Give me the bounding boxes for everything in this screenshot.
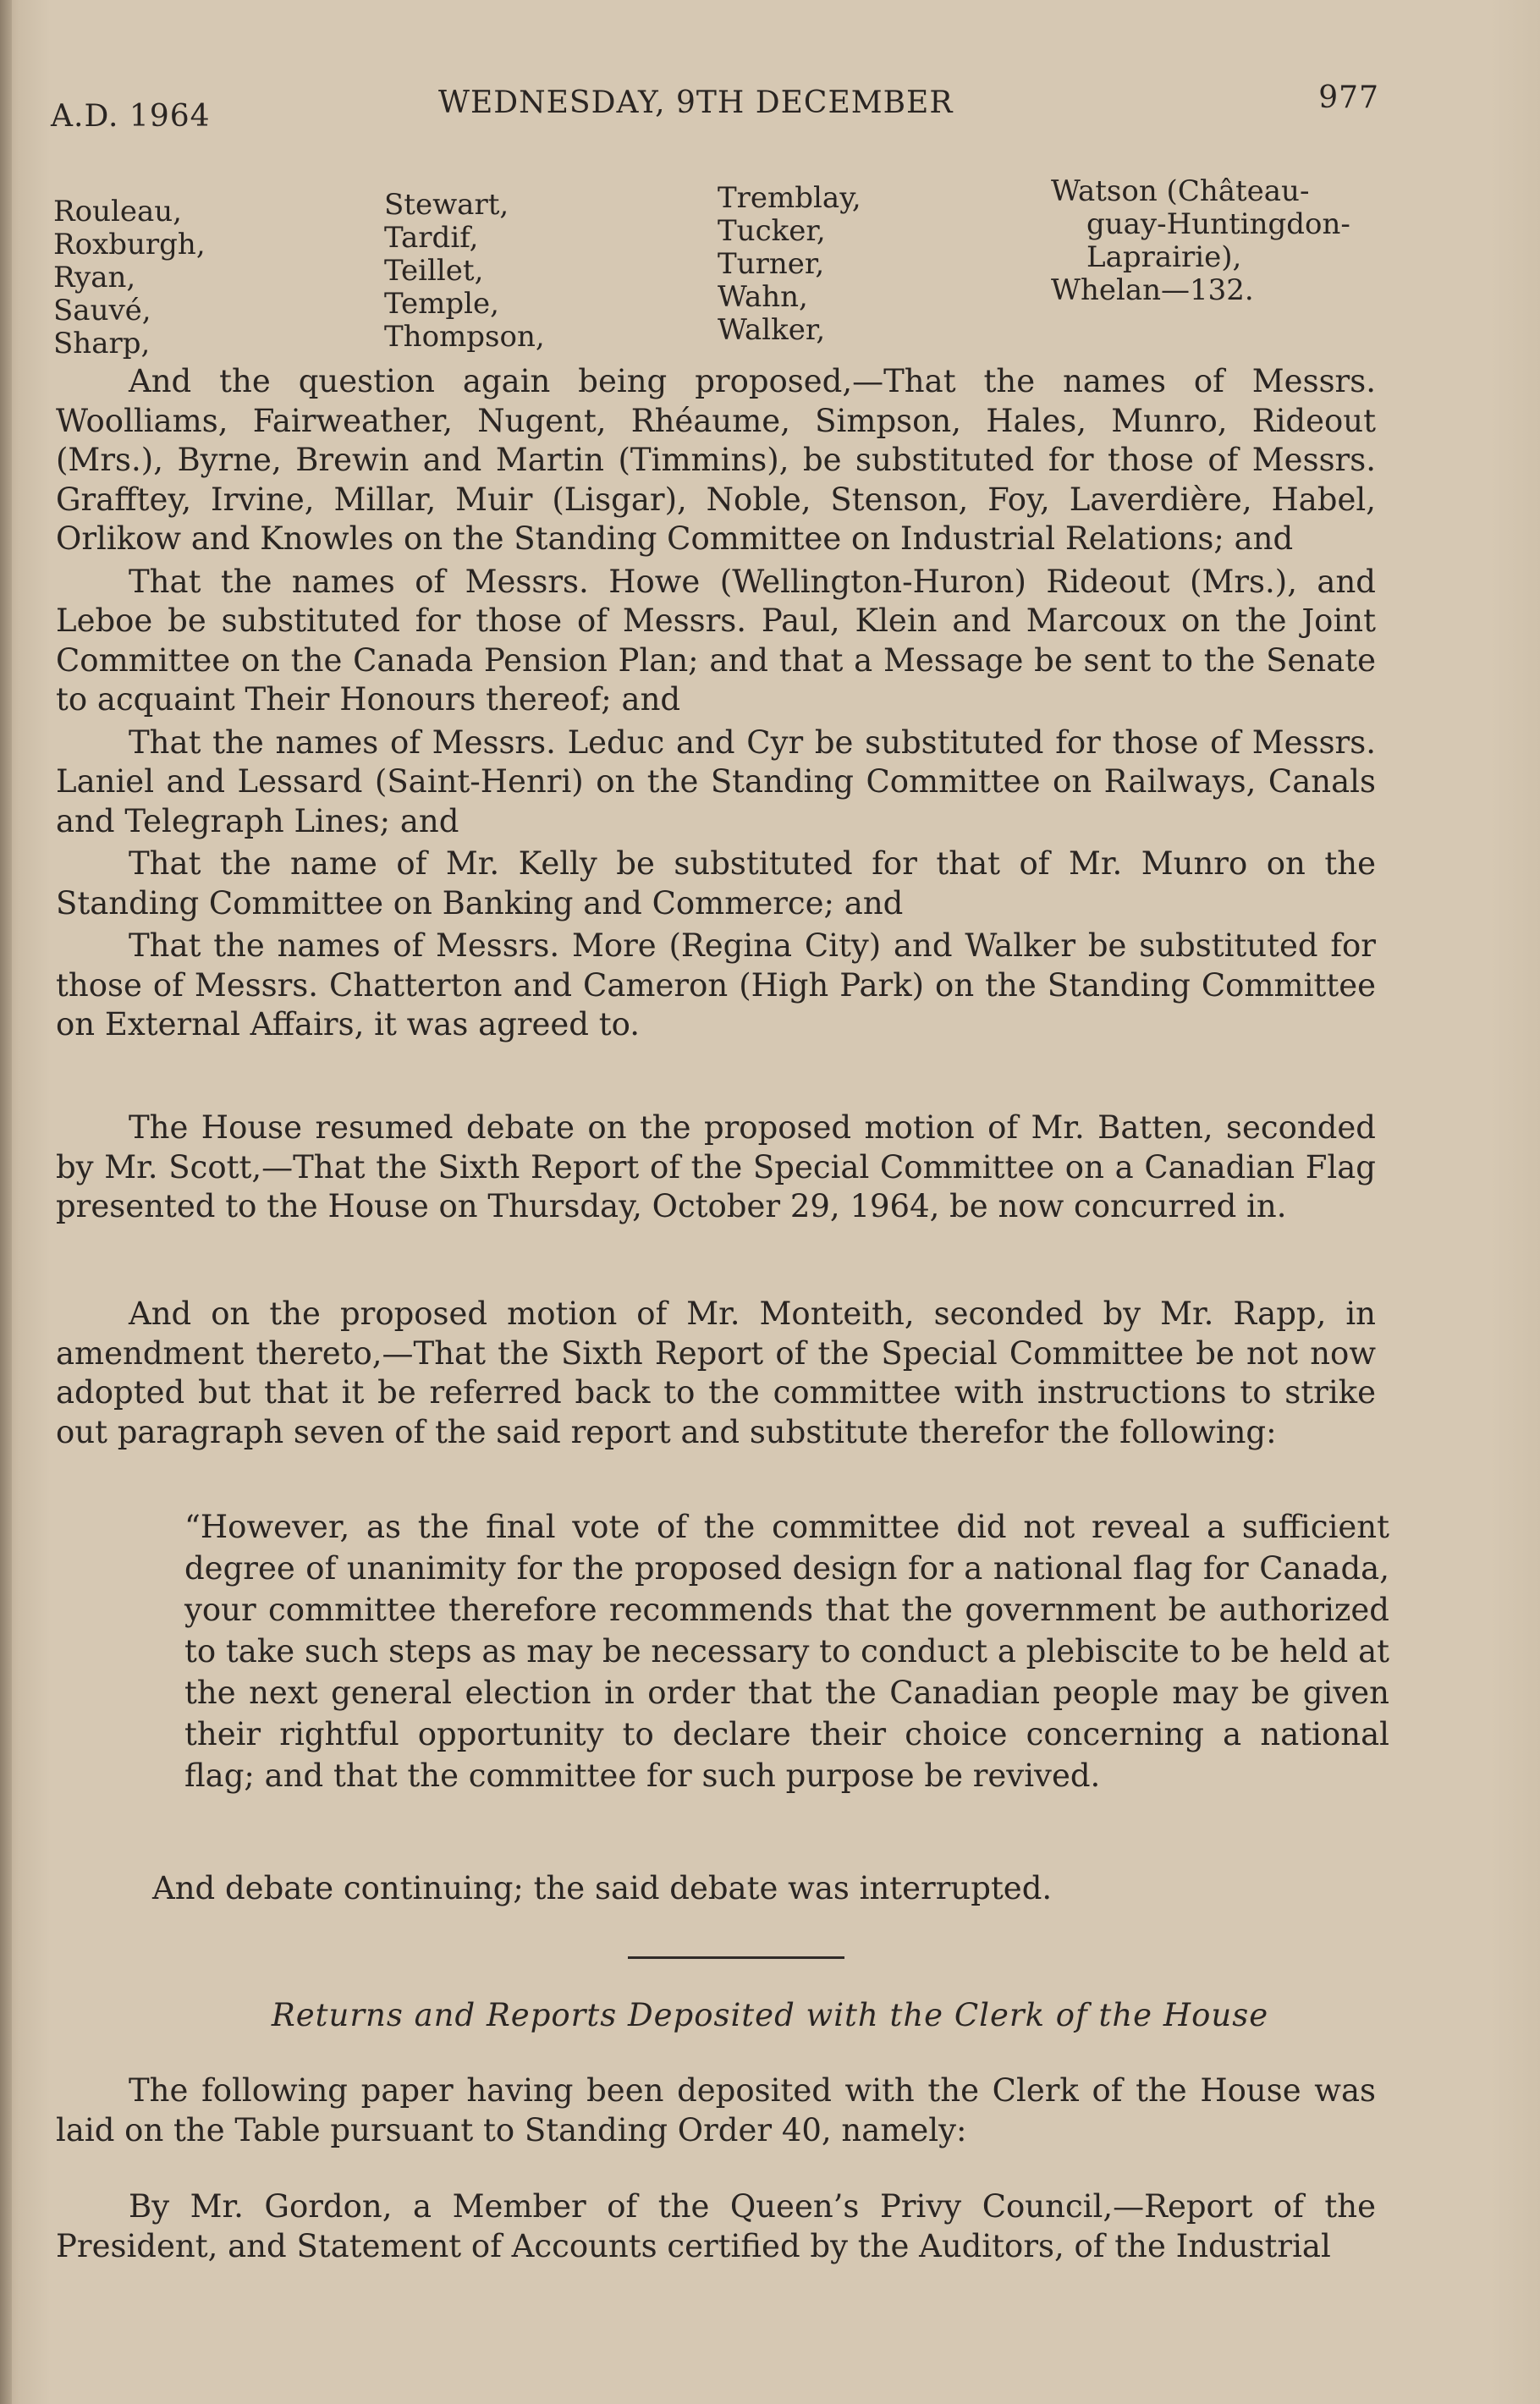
member-name: Walker, [718, 313, 826, 347]
member-name: Roxburgh, [53, 228, 206, 261]
member-name: Tremblay, [718, 181, 861, 215]
amendment-motion [56, 1295, 1376, 1452]
paragraph: That the names of Messrs. Howe (Wellington-Huron) Rideout (Mrs.), and Leboe be substituted for those of Messrs. Paul, Klein and Marcoux on the Joint Committee on the Canada Pension Plan; and that a Message be sent to the Senate to acquaint Their Honours thereof; and [56, 563, 1376, 718]
amendment-quote: “However, as the final vote of the committee did not reveal a sufficient degree of unanimity for the proposed design for a national flag for Canada, your committee therefore recommends that the government be authorized to take such steps as may be necessary to conduct a plebiscite to be held at the next general election in order that the Canadian people may be given their rightful opportunity to declare their choice concerning a national flag; and that the committee for such purpose be revived. [184, 1509, 1389, 1794]
paper-deposited [56, 2071, 1376, 2150]
member-name: Stewart, [384, 188, 509, 222]
debate-interrupted: And debate continuing; the said debate was interrupted. [152, 1870, 1053, 1906]
member-name: Watson (Château- [1051, 174, 1310, 208]
header-date: WEDNESDAY, 9TH DECEMBER [438, 85, 954, 120]
page-header [51, 80, 1379, 134]
member-name: Wahn, [718, 280, 808, 314]
committee-substitutions [56, 362, 1376, 1045]
member-name: Thompson, [384, 320, 545, 354]
member-name: Whelan—132. [1051, 273, 1254, 307]
names-column-3 [718, 182, 861, 347]
member-name: Tardif, [384, 221, 479, 255]
member-name: Temple, [384, 287, 499, 321]
member-name: Teillet, [384, 254, 484, 288]
names-column-4 [1051, 175, 1350, 307]
paragraph: The following paper having been deposited with the Clerk of the House was laid on the Table pursuant to Standing Order 40, namely: [56, 2072, 1376, 2148]
member-name: Tucker, [718, 214, 826, 248]
member-name: Laprairie), [1086, 240, 1242, 274]
names-column-1 [53, 195, 206, 360]
paragraph: That the names of Messrs. Leduc and Cyr be substituted for those of Messrs. Laniel and Lessard (Saint-Henri) on the Standing Committee on Railways, Canals and Telegraph Lines; and [56, 723, 1376, 839]
paragraph: And the question again being proposed,—That the names of Messrs. Woolliams, Fairweather, Nugent, Rhéaume, Simpson, Hales, Munro, Rideout (Mrs.), Byrne, Brewin and Martin (Timmins), be substituted for those of Messrs. Grafftey, Irvine, Millar, Muir (Lisgar), Noble, Stenson, Foy, Laverdière, Habel, Orlikow and Knowles on the Standing Committee on Industrial Relations; and [56, 363, 1376, 557]
paragraph: That the name of Mr. Kelly be substituted for that of Mr. Munro on the Standing Committee on Banking and Commerce; and [56, 845, 1376, 921]
section-divider [628, 1956, 844, 1959]
member-name: Turner, [718, 247, 825, 281]
names-column-2 [384, 189, 545, 354]
division-names-list [51, 174, 1371, 360]
paragraph: The House resumed debate on the proposed motion of Mr. Batten, seconded by Mr. Scott,—That the Sixth Report of the Special Committee on a Canadian Flag presented to the House on Thursday, October 29, 1964, be now concurred in. [56, 1109, 1376, 1224]
member-name: Sauvé, [53, 294, 151, 327]
paragraph: By Mr. Gordon, a Member of the Queen’s Privy Council,—Report of the President, and Statement of Accounts certified by the Auditors, of the Industrial [56, 2188, 1376, 2264]
member-name: Rouleau, [53, 195, 182, 228]
member-name: guay-Huntingdon- [1086, 207, 1350, 241]
member-name: Ryan, [53, 261, 136, 294]
header-year: A.D. 1964 [51, 99, 211, 134]
binding-gutter [0, 0, 12, 2404]
page-number: 977 [1318, 80, 1379, 115]
section-heading: Returns and Reports Deposited with the Clerk of the House [271, 1997, 1269, 2033]
report-entry [56, 2187, 1376, 2266]
member-name: Sharp, [53, 327, 151, 360]
paragraph: And on the proposed motion of Mr. Monteith, seconded by Mr. Rapp, in amendment thereto,—That the Sixth Report of the Special Committee be not now adopted but that it be referred back to the committee with instructions to strike out paragraph seven of the said report and substitute therefor the following: [56, 1296, 1376, 1450]
debate-resumed [56, 1108, 1376, 1227]
paragraph: That the names of Messrs. More (Regina City) and Walker be substituted for those of Messrs. Chatterton and Cameron (High Park) on the Standing Committee on External Affairs, it was agreed to. [56, 927, 1376, 1042]
